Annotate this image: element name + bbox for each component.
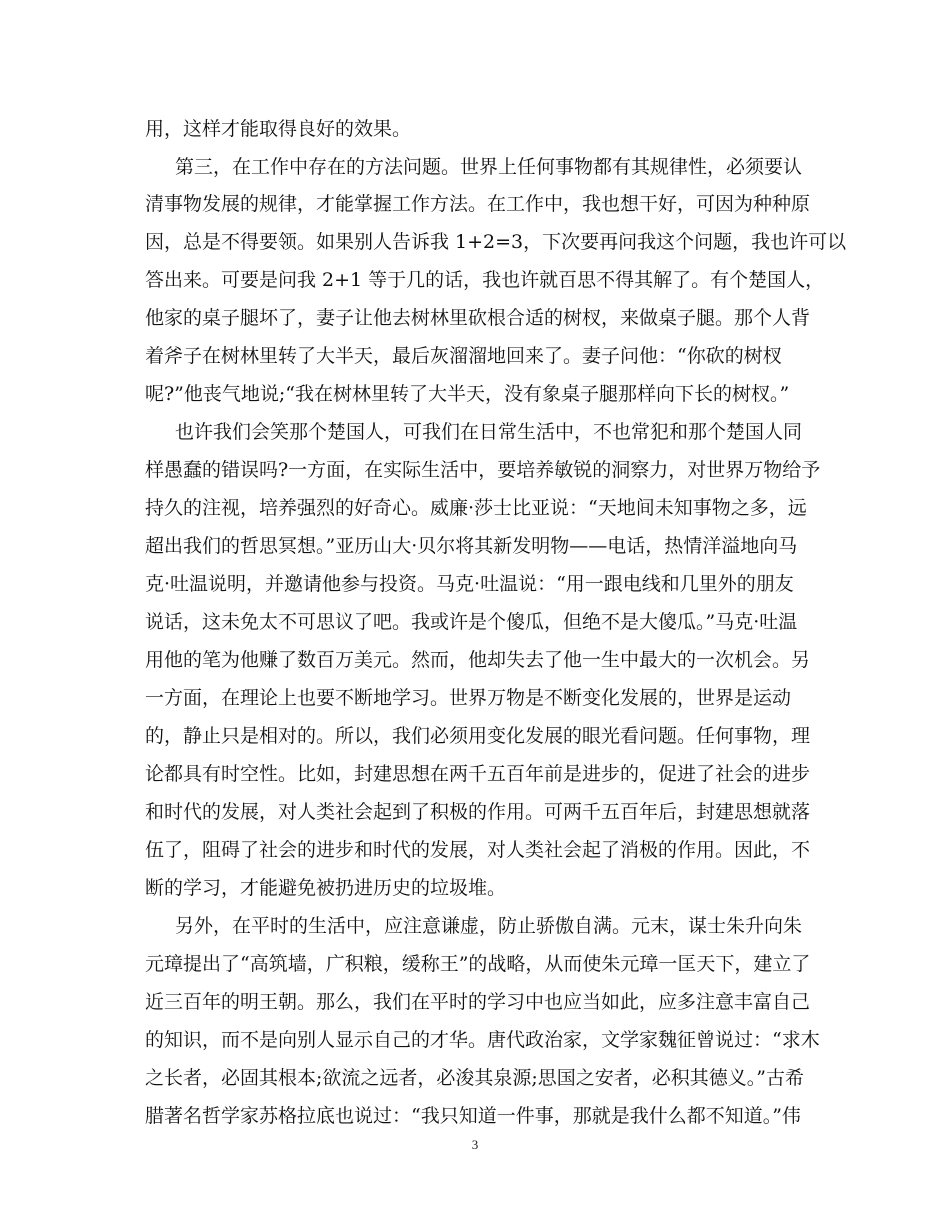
- text-line: 元璋提出了“高筑墙，广积粮，缓称王”的战略，从而使朱元璋一匡天下，建立了: [145, 953, 811, 975]
- paragraph-first-line: 另外，在平时的生活中，应注意谦虚，防止骄傲自满。元末，谋士朱升向朱: [175, 915, 803, 937]
- text-line: 克·吐温说明，并邀请他参与投资。马克·吐温说：“用一跟电线和几里外的朋友: [145, 573, 794, 595]
- text-line: 他家的桌子腿坏了，妻子让他去树林里砍根合适的树杈，来做桌子腿。那个人背: [145, 307, 811, 329]
- text-line: 因，总是不得要领。如果别人告诉我 1+2=3，下次要再问我这个问题，我也许可以: [145, 231, 847, 253]
- text-line: 持久的注视，培养强烈的好奇心。威廉·莎士比亚说：“天地间未知事物之多，远: [145, 497, 807, 519]
- text-line: 腊著名哲学家苏格拉底也说过：“我只知道一件事，那就是我什么都不知道。”伟: [145, 1105, 801, 1127]
- text-line: 呢?”他丧气地说;“我在树林里转了大半天，没有象桌子腿那样向下长的树杈。”: [145, 383, 790, 405]
- text-line: 清事物发展的规律，才能掌握工作方法。在工作中，我也想干好，可因为种种原: [145, 193, 811, 215]
- text-line: 用，这样才能取得良好的效果。: [145, 118, 412, 140]
- text-line: 样愚蠢的错误吗?一方面，在实际生活中，要培养敏锐的洞察力，对世界万物给予: [145, 459, 821, 481]
- text-line: 说话，这未免太不可思议了吧。我或许是个傻瓜，但绝不是大傻瓜。”马克·吐温: [145, 611, 798, 633]
- page-number: 3: [471, 1137, 479, 1152]
- text-line: 论都具有时空性。比如，封建思想在两千五百年前是进步的，促进了社会的进步: [145, 763, 811, 785]
- paragraph-first-line: 第三，在工作中存在的方法问题。世界上任何事物都有其规律性，必须要认: [175, 156, 803, 178]
- text-line: 用他的笔为他赚了数百万美元。然而，他却失去了他一生中最大的一次机会。另: [145, 649, 811, 671]
- text-line: 答出来。可要是问我 2+1 等于几的话，我也许就百思不得其解了。有个楚国人，: [145, 269, 825, 291]
- text-line: 超出我们的哲思冥想。”亚历山大·贝尔将其新发明物——电话，热情洋溢地向马: [145, 535, 798, 557]
- text-line: 的，静止只是相对的。所以，我们必须用变化发展的眼光看问题。任何事物，理: [145, 725, 811, 747]
- text-line: 断的学习，才能避免被扔进历史的垃圾堆。: [145, 877, 507, 899]
- text-line: 之长者，必固其根本;欲流之远者，必浚其泉源;思国之安者，必积其德义。”古希: [145, 1067, 805, 1089]
- text-line: 近三百年的明王朝。那么，我们在平时的学习中也应当如此，应多注意丰富自己: [145, 991, 811, 1013]
- text-line: 伍了，阻碍了社会的进步和时代的发展，对人类社会起了消极的作用。因此，不: [145, 839, 811, 861]
- text-line: 着斧子在树林里转了大半天，最后灰溜溜地回来了。妻子问他：“你砍的树杈: [145, 345, 782, 367]
- paragraph-first-line: 也许我们会笑那个楚国人，可我们在日常生活中，不也常犯和那个楚国人同: [175, 421, 803, 443]
- text-line: 和时代的发展，对人类社会起到了积极的作用。可两千五百年后，封建思想就落: [145, 801, 811, 823]
- text-line: 的知识，而不是向别人显示自己的才华。唐代政治家，文学家魏征曾说过：“求木: [145, 1029, 820, 1051]
- text-line: 一方面，在理论上也要不断地学习。世界万物是不断变化发展的，世界是运动: [145, 687, 792, 709]
